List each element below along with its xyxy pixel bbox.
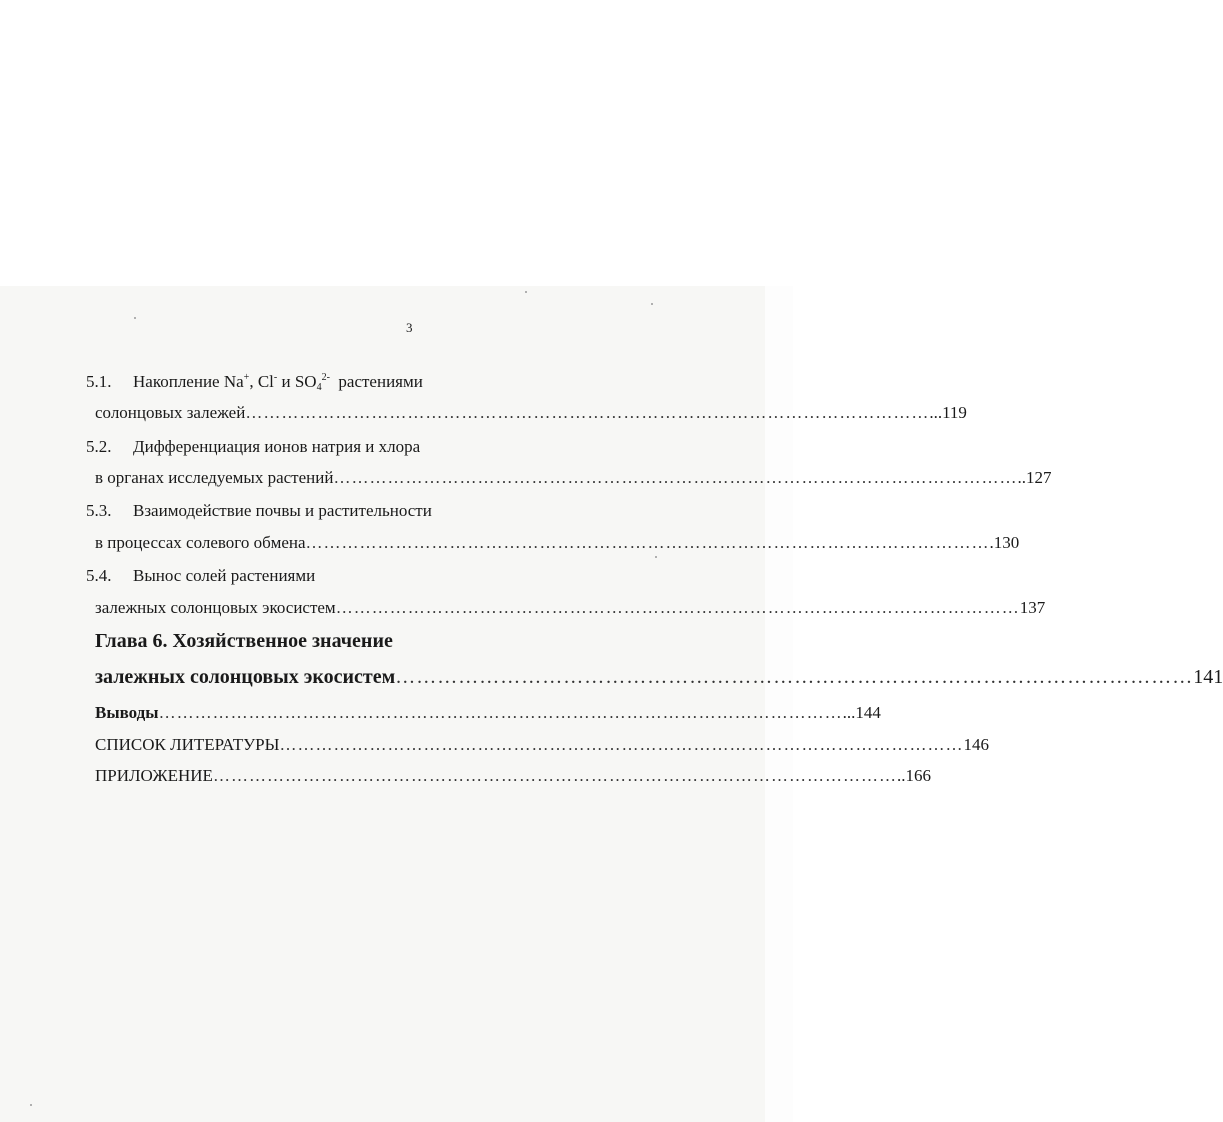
entry-text: солонцовых залежей [95,403,246,422]
dot-leader: …………………………………………………………………………………………………… [395,666,1194,688]
entry-text: в органах исследуемых растений [95,468,334,487]
section-number: 5.3. [86,501,112,520]
page-ref: 146 [963,735,989,754]
superscript: - [273,372,278,383]
subscript: 4 [316,382,322,393]
scan-speck [655,556,657,558]
page-ref: 137 [1019,598,1046,617]
toc-entry-5-1-title [86,371,423,393]
scan-speck [651,303,653,305]
section-title: Вынос солей растениями [133,566,316,585]
section-title-part: , Cl [249,372,274,391]
entry-text: ПРИЛОЖЕНИЕ [95,766,213,785]
dot-leader: …………………………………………………………………………………………………… [245,403,930,422]
entry-text: Выводы [95,703,159,722]
page-number: 3 [406,320,413,335]
page-ref: ...119 [929,403,967,422]
section-number: 5.2. [86,437,112,456]
section-title-part: Накопление Na [133,372,244,391]
superscript: + [243,372,250,383]
toc-references [95,734,989,756]
entry-text: в процессах солевого обмена [95,533,306,552]
superscript: 2- [321,372,330,383]
page-ref: ..127 [1017,468,1052,487]
toc-entry-5-1-leader [95,402,967,424]
toc-entry-5-3-title [86,500,432,522]
toc-entry-5-2-title [86,436,420,458]
dot-leader: …………………………………………………………………………………………………… [333,468,1018,487]
toc-conclusions [95,702,881,724]
page-ref: ..166 [896,766,931,785]
toc-chapter-6-title: Глава 6. Хозяйственное значение [95,630,393,652]
scan-speck [30,1104,32,1106]
page-ref: .130 [989,533,1020,552]
section-number: 5.4. [86,566,112,585]
toc-chapter-6-leader [95,664,1223,690]
section-title: Взаимодействие почвы и растительности [133,501,432,520]
dot-leader: …………………………………………………………………………………………………… [279,735,964,754]
toc-entry-5-4-leader [95,597,1046,619]
scan-speck [134,317,136,319]
toc-entry-5-3-leader [95,532,1020,554]
dot-leader: …………………………………………………………………………………………………… [158,703,843,722]
section-number: 5.1. [86,372,112,391]
entry-text: залежных солонцовых экосистем [95,666,396,688]
entry-text: залежных солонцовых экосистем [95,598,336,617]
scan-speck [525,291,527,293]
dot-leader: …………………………………………………………………………………………………… [212,766,897,785]
page-ref: ...144 [842,703,881,722]
page-ref: 141 [1193,666,1223,688]
dot-leader: …………………………………………………………………………………………………… [335,598,1020,617]
toc-entry-5-4-title [86,565,315,587]
section-title: Дифференциация ионов натрия и хлора [133,437,421,456]
toc-appendix [95,765,931,787]
toc-entry-5-2-leader [95,467,1052,489]
section-title-part: и SO [277,372,317,391]
dot-leader: …………………………………………………………………………………………………… [305,533,990,552]
section-title-part: растениями [338,372,423,391]
entry-text: СПИСОК ЛИТЕРАТУРЫ [95,735,280,754]
